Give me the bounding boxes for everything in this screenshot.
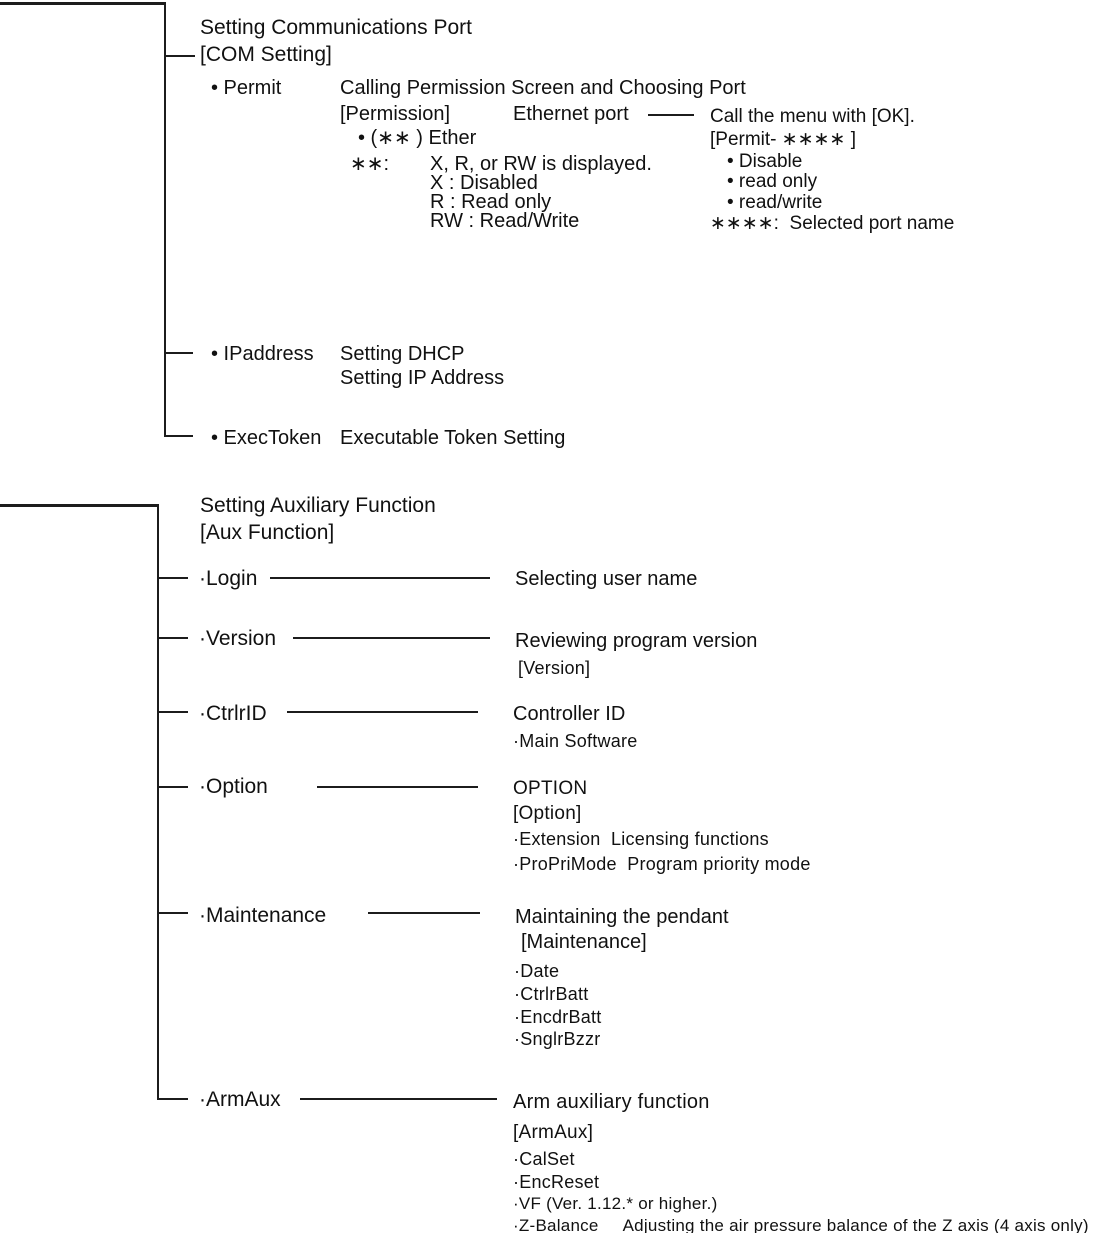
- armaux-sub-3: ·VF (Ver. 1.12.* or higher.): [513, 1194, 718, 1213]
- ctrlrid-label: ·CtrlrID: [199, 702, 267, 725]
- legend-line-1: X, R, or RW is displayed.: [430, 153, 652, 175]
- armaux-sub-1: ·CalSet: [513, 1149, 575, 1169]
- version-label: ·Version: [199, 627, 277, 650]
- aux-title: Setting Auxiliary Function: [200, 494, 436, 517]
- login-tick: [157, 577, 188, 579]
- armaux-sub-4: ·Z-Balance Adjusting the air pressure balance of the Z axis (4 axis only): [513, 1216, 1089, 1233]
- com-setting-tick: [164, 55, 195, 57]
- maintenance-connector-line: [368, 912, 480, 914]
- ctrlrid-tick: [157, 711, 188, 713]
- option-tag: [Option]: [513, 803, 582, 824]
- legend-line-2: X : Disabled: [430, 172, 538, 194]
- permit-option-1: • Disable: [727, 151, 803, 172]
- aux-tree-trunk-line: [157, 504, 159, 1100]
- permit-ether-item: • (∗∗ ) Ether: [358, 127, 477, 149]
- com-tag: [COM Setting]: [200, 43, 332, 66]
- permission-tag: [Permission]: [340, 103, 451, 125]
- exectoken-label: • ExecToken: [211, 427, 322, 449]
- ctrlrid-connector-line: [287, 711, 478, 713]
- login-label: ·Login: [199, 567, 258, 590]
- legend-line-3: R : Read only: [430, 191, 552, 213]
- maintenance-label: ·Maintenance: [199, 904, 327, 927]
- option-label: ·Option: [199, 775, 268, 798]
- armaux-connector-line: [300, 1098, 497, 1100]
- maintenance-tick: [157, 912, 188, 914]
- armaux-sub-2: ·EncReset: [513, 1172, 600, 1192]
- asterisk-legend-key: ∗∗:: [350, 153, 390, 175]
- permit-label: • Permit: [211, 77, 282, 99]
- version-desc: Reviewing program version: [515, 630, 758, 652]
- maintenance-sub-4: ·SnglrBzzr: [514, 1029, 601, 1049]
- option-sub-2: ·ProPriMode Program priority mode: [513, 854, 811, 874]
- ethernet-connector-line: [648, 114, 694, 116]
- ok-note-line: Call the menu with [OK].: [710, 106, 915, 127]
- option-desc: OPTION: [513, 778, 588, 799]
- ipaddress-tick: [164, 352, 193, 354]
- aux-tag: [Aux Function]: [200, 521, 335, 544]
- ethernet-port-label: Ethernet port: [513, 103, 629, 125]
- maintenance-desc: Maintaining the pendant: [515, 906, 729, 928]
- armaux-label: ·ArmAux: [199, 1088, 281, 1111]
- version-tag: [Version]: [518, 658, 591, 678]
- permit-desc: Calling Permission Screen and Choosing Port: [340, 77, 746, 99]
- maintenance-sub-2: ·CtrlrBatt: [514, 984, 589, 1004]
- option-sub-1: ·Extension Licensing functions: [513, 829, 769, 849]
- option-connector-line: [317, 786, 478, 788]
- ipaddress-desc-1: Setting DHCP: [340, 343, 465, 365]
- maintenance-tag: [Maintenance]: [521, 931, 647, 953]
- exectoken-tick: [164, 435, 193, 437]
- login-connector-line: [270, 577, 490, 579]
- ipaddress-label: • IPaddress: [211, 343, 314, 365]
- permit-port-tag: [Permit- ∗∗∗∗ ]: [710, 129, 857, 150]
- com-tree-trunk-line: [164, 2, 166, 437]
- armaux-tick: [157, 1098, 188, 1100]
- exectoken-desc: Executable Token Setting: [340, 427, 566, 449]
- maintenance-sub-3: ·EncdrBatt: [514, 1007, 602, 1027]
- port-name-legend: ∗∗∗∗: Selected port name: [710, 213, 955, 234]
- ctrlrid-desc: Controller ID: [513, 703, 626, 725]
- version-connector-line: [293, 637, 490, 639]
- login-desc: Selecting user name: [515, 568, 698, 590]
- aux-tree-top-line: [0, 504, 159, 507]
- armaux-desc: Arm auxiliary function: [513, 1091, 710, 1113]
- permit-option-3: • read/write: [727, 192, 823, 213]
- ipaddress-desc-2: Setting IP Address: [340, 367, 505, 389]
- maintenance-sub-1: ·Date: [514, 961, 560, 981]
- option-tick: [157, 786, 188, 788]
- armaux-tag: [ArmAux]: [513, 1122, 594, 1143]
- permit-option-2: • read only: [727, 171, 818, 192]
- version-tick: [157, 637, 188, 639]
- com-tree-top-line: [0, 2, 166, 5]
- ctrlrid-sub-1: ·Main Software: [513, 731, 638, 751]
- com-title: Setting Communications Port: [200, 16, 472, 39]
- legend-line-4: RW : Read/Write: [430, 210, 580, 232]
